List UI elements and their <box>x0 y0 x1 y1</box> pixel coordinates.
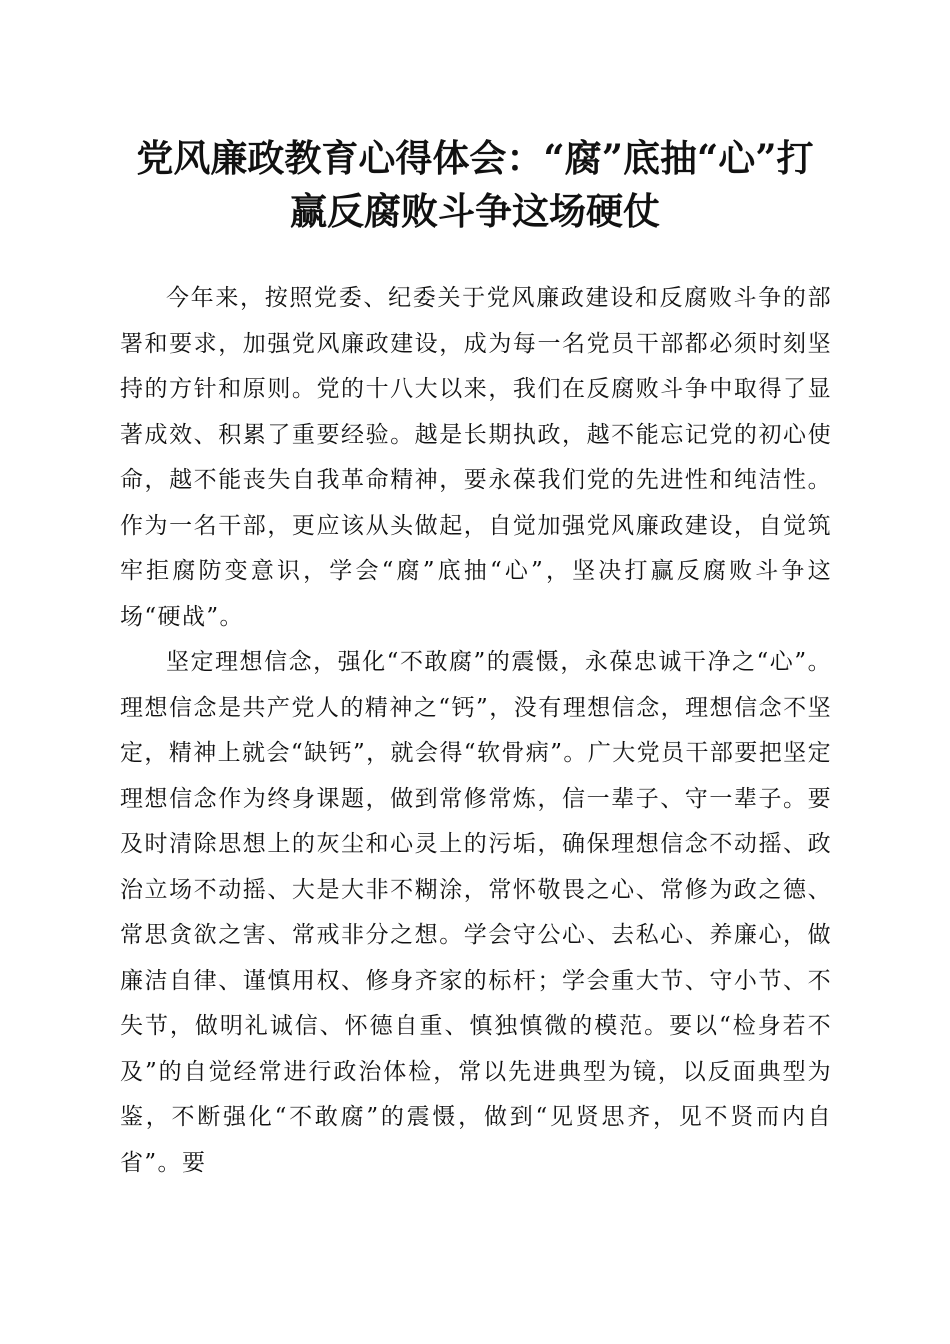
document-body <box>120 276 832 1186</box>
document-title-line-1: 党风廉政教育心得体会：“腐”底抽“心”打 <box>136 136 814 180</box>
document-title-line-2: 赢反腐败斗争这场硬仗 <box>290 189 660 233</box>
document-title <box>100 132 850 238</box>
body-paragraph-1: 今年来，按照党委、纪委关于党风廉政建设和反腐败斗争的部署和要求，加强党风廉政建设，成为每一名党员干部都必须时刻坚持的方针和原则。党的十八大以来，我们在反腐败斗争中取得了显著成效、积累了重要经验。越是长期执政，越不能忘记党的初心使命，越不能丧失自我革命精神，要永葆我们党的先进性和纯洁性。作为一名干部，更应该从头做起，自觉加强党风廉政建设，自觉筑牢拒腐防变意识，学会“腐”底抽“心”，坚决打赢反腐败斗争这场“硬战”。 <box>120 285 832 630</box>
body-paragraph-2: 坚定理想信念，强化“不敢腐”的震慑，永葆忠诚干净之“心”。理想信念是共产党人的精神之“钙”，没有理想信念，理想信念不坚定，精神上就会“缺钙”，就会得“软骨病”。广大党员干部要把坚定理想信念作为终身课题，做到常修常炼，信一辈子、守一辈子。要及时清除思想上的灰尘和心灵上的污垢，确保理想信念不动摇、政治立场不动摇、大是大非不糊涂，常怀敬畏之心、常修为政之德、常思贪欲之害、常戒非分之想。学会守公心、去私心、养廉心，做廉洁自律、谨慎用权、修身齐家的标杆；学会重大节、守小节、不失节，做明礼诚信、怀德自重、慎独慎微的模范。要以“检身若不及”的自觉经常进行政治体检，常以先进典型为镜，以反面典型为鉴，不断强化“不敢腐”的震慑，做到“见贤思齐，见不贤而内自省”。要 <box>120 649 832 1176</box>
